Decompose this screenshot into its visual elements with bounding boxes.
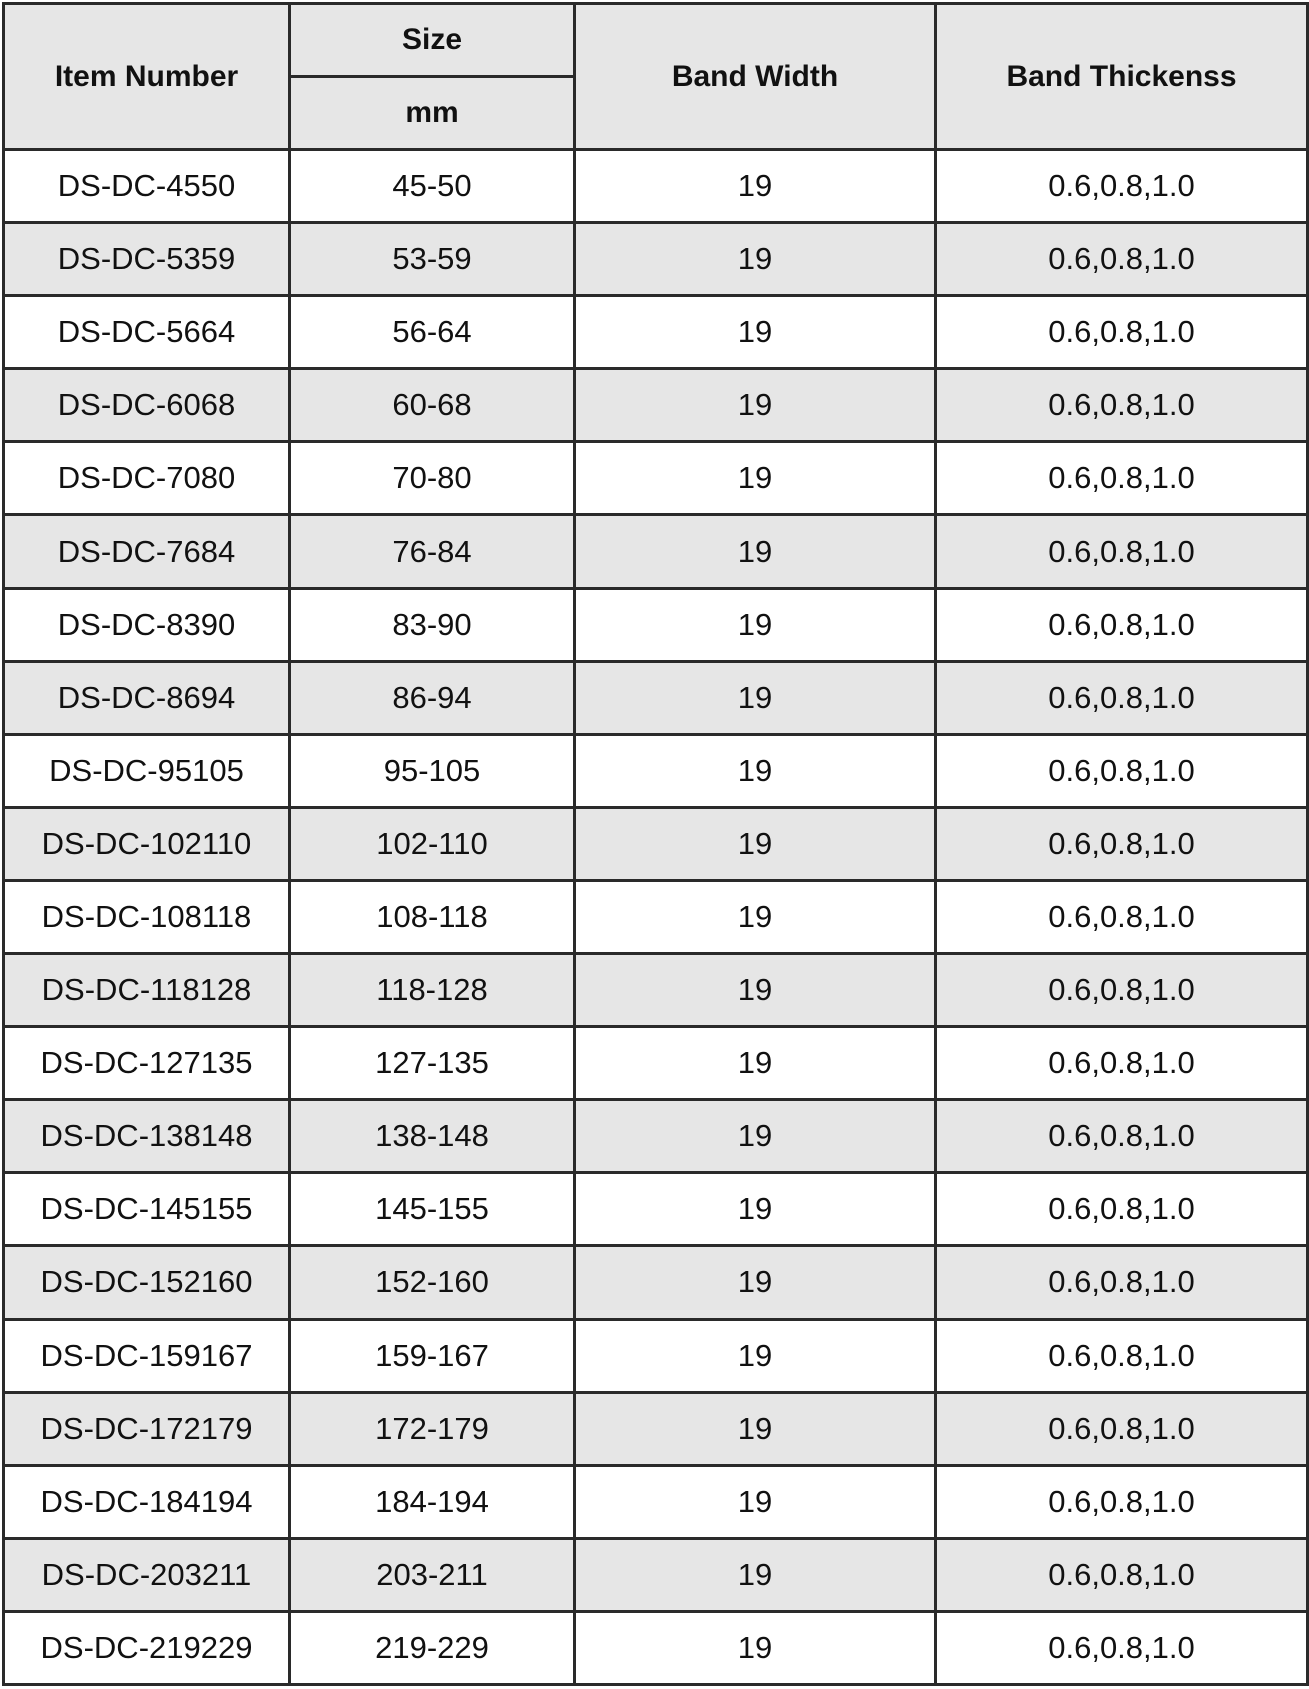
header-size: Size	[290, 4, 575, 77]
cell-item-number: DS-DC-8390	[4, 588, 290, 661]
table-row	[4, 954, 1308, 1027]
cell-band-thickness: 0.6,0.8,1.0	[936, 442, 1308, 515]
cell-band-thickness: 0.6,0.8,1.0	[936, 1173, 1308, 1246]
cell-band-width: 19	[575, 880, 936, 953]
cell-band-thickness: 0.6,0.8,1.0	[936, 954, 1308, 1027]
cell-item-number: DS-DC-145155	[4, 1173, 290, 1246]
cell-item-number: DS-DC-5664	[4, 296, 290, 369]
cell-item-number: DS-DC-152160	[4, 1246, 290, 1319]
table-row	[4, 515, 1308, 588]
spec-table	[2, 2, 1309, 1686]
cell-band-width: 19	[575, 1465, 936, 1538]
cell-band-thickness: 0.6,0.8,1.0	[936, 880, 1308, 953]
cell-band-width: 19	[575, 515, 936, 588]
table-row	[4, 1611, 1308, 1684]
cell-size: 138-148	[290, 1100, 575, 1173]
table-row	[4, 734, 1308, 807]
table-row	[4, 369, 1308, 442]
header-item-number: Item Number	[4, 4, 290, 150]
cell-band-thickness: 0.6,0.8,1.0	[936, 150, 1308, 223]
cell-band-thickness: 0.6,0.8,1.0	[936, 1319, 1308, 1392]
cell-band-width: 19	[575, 223, 936, 296]
cell-size: 152-160	[290, 1246, 575, 1319]
cell-band-width: 19	[575, 296, 936, 369]
cell-size: 53-59	[290, 223, 575, 296]
cell-size: 203-211	[290, 1538, 575, 1611]
cell-band-thickness: 0.6,0.8,1.0	[936, 369, 1308, 442]
cell-band-thickness: 0.6,0.8,1.0	[936, 1538, 1308, 1611]
table-row	[4, 880, 1308, 953]
cell-band-width: 19	[575, 369, 936, 442]
cell-item-number: DS-DC-172179	[4, 1392, 290, 1465]
cell-size: 184-194	[290, 1465, 575, 1538]
table-row	[4, 1319, 1308, 1392]
cell-size: 70-80	[290, 442, 575, 515]
header-band-thickness: Band Thickenss	[936, 4, 1308, 150]
cell-size: 108-118	[290, 880, 575, 953]
cell-band-thickness: 0.6,0.8,1.0	[936, 515, 1308, 588]
table-row	[4, 1538, 1308, 1611]
table-row	[4, 661, 1308, 734]
cell-band-thickness: 0.6,0.8,1.0	[936, 296, 1308, 369]
cell-band-thickness: 0.6,0.8,1.0	[936, 807, 1308, 880]
cell-item-number: DS-DC-7684	[4, 515, 290, 588]
cell-band-thickness: 0.6,0.8,1.0	[936, 1392, 1308, 1465]
cell-size: 159-167	[290, 1319, 575, 1392]
cell-band-width: 19	[575, 442, 936, 515]
cell-item-number: DS-DC-127135	[4, 1027, 290, 1100]
cell-item-number: DS-DC-118128	[4, 954, 290, 1027]
cell-item-number: DS-DC-102110	[4, 807, 290, 880]
cell-band-width: 19	[575, 1100, 936, 1173]
table-row	[4, 442, 1308, 515]
cell-size: 86-94	[290, 661, 575, 734]
cell-band-thickness: 0.6,0.8,1.0	[936, 223, 1308, 296]
cell-size: 145-155	[290, 1173, 575, 1246]
cell-band-width: 19	[575, 661, 936, 734]
cell-band-thickness: 0.6,0.8,1.0	[936, 1027, 1308, 1100]
cell-item-number: DS-DC-95105	[4, 734, 290, 807]
spec-sheet	[2, 2, 1306, 1686]
header-size-unit: mm	[290, 77, 575, 150]
cell-band-width: 19	[575, 734, 936, 807]
table-row	[4, 1173, 1308, 1246]
cell-item-number: DS-DC-8694	[4, 661, 290, 734]
cell-item-number: DS-DC-6068	[4, 369, 290, 442]
cell-band-width: 19	[575, 150, 936, 223]
cell-size: 95-105	[290, 734, 575, 807]
cell-band-width: 19	[575, 807, 936, 880]
cell-band-width: 19	[575, 954, 936, 1027]
cell-size: 45-50	[290, 150, 575, 223]
cell-band-thickness: 0.6,0.8,1.0	[936, 1100, 1308, 1173]
cell-band-width: 19	[575, 1246, 936, 1319]
cell-band-width: 19	[575, 1027, 936, 1100]
table-row	[4, 807, 1308, 880]
cell-item-number: DS-DC-219229	[4, 1611, 290, 1684]
header-band-width: Band Width	[575, 4, 936, 150]
table-row	[4, 1465, 1308, 1538]
cell-size: 76-84	[290, 515, 575, 588]
cell-item-number: DS-DC-4550	[4, 150, 290, 223]
table-row	[4, 1027, 1308, 1100]
cell-band-thickness: 0.6,0.8,1.0	[936, 1246, 1308, 1319]
cell-item-number: DS-DC-108118	[4, 880, 290, 953]
table-header	[4, 4, 1308, 150]
cell-band-width: 19	[575, 1173, 936, 1246]
cell-band-thickness: 0.6,0.8,1.0	[936, 1465, 1308, 1538]
table-body	[4, 150, 1308, 1685]
table-row	[4, 1100, 1308, 1173]
cell-item-number: DS-DC-5359	[4, 223, 290, 296]
cell-band-thickness: 0.6,0.8,1.0	[936, 588, 1308, 661]
cell-size: 118-128	[290, 954, 575, 1027]
cell-size: 83-90	[290, 588, 575, 661]
cell-item-number: DS-DC-7080	[4, 442, 290, 515]
cell-band-width: 19	[575, 1611, 936, 1684]
cell-item-number: DS-DC-184194	[4, 1465, 290, 1538]
cell-size: 127-135	[290, 1027, 575, 1100]
cell-band-width: 19	[575, 1319, 936, 1392]
table-row	[4, 1392, 1308, 1465]
table-row	[4, 588, 1308, 661]
cell-band-width: 19	[575, 1392, 936, 1465]
cell-size: 102-110	[290, 807, 575, 880]
cell-size: 56-64	[290, 296, 575, 369]
cell-band-width: 19	[575, 588, 936, 661]
cell-band-thickness: 0.6,0.8,1.0	[936, 1611, 1308, 1684]
table-row	[4, 223, 1308, 296]
cell-item-number: DS-DC-159167	[4, 1319, 290, 1392]
cell-size: 219-229	[290, 1611, 575, 1684]
cell-size: 172-179	[290, 1392, 575, 1465]
cell-band-thickness: 0.6,0.8,1.0	[936, 734, 1308, 807]
table-row	[4, 1246, 1308, 1319]
cell-size: 60-68	[290, 369, 575, 442]
cell-band-thickness: 0.6,0.8,1.0	[936, 661, 1308, 734]
table-row	[4, 150, 1308, 223]
table-row	[4, 296, 1308, 369]
cell-item-number: DS-DC-203211	[4, 1538, 290, 1611]
cell-band-width: 19	[575, 1538, 936, 1611]
cell-item-number: DS-DC-138148	[4, 1100, 290, 1173]
